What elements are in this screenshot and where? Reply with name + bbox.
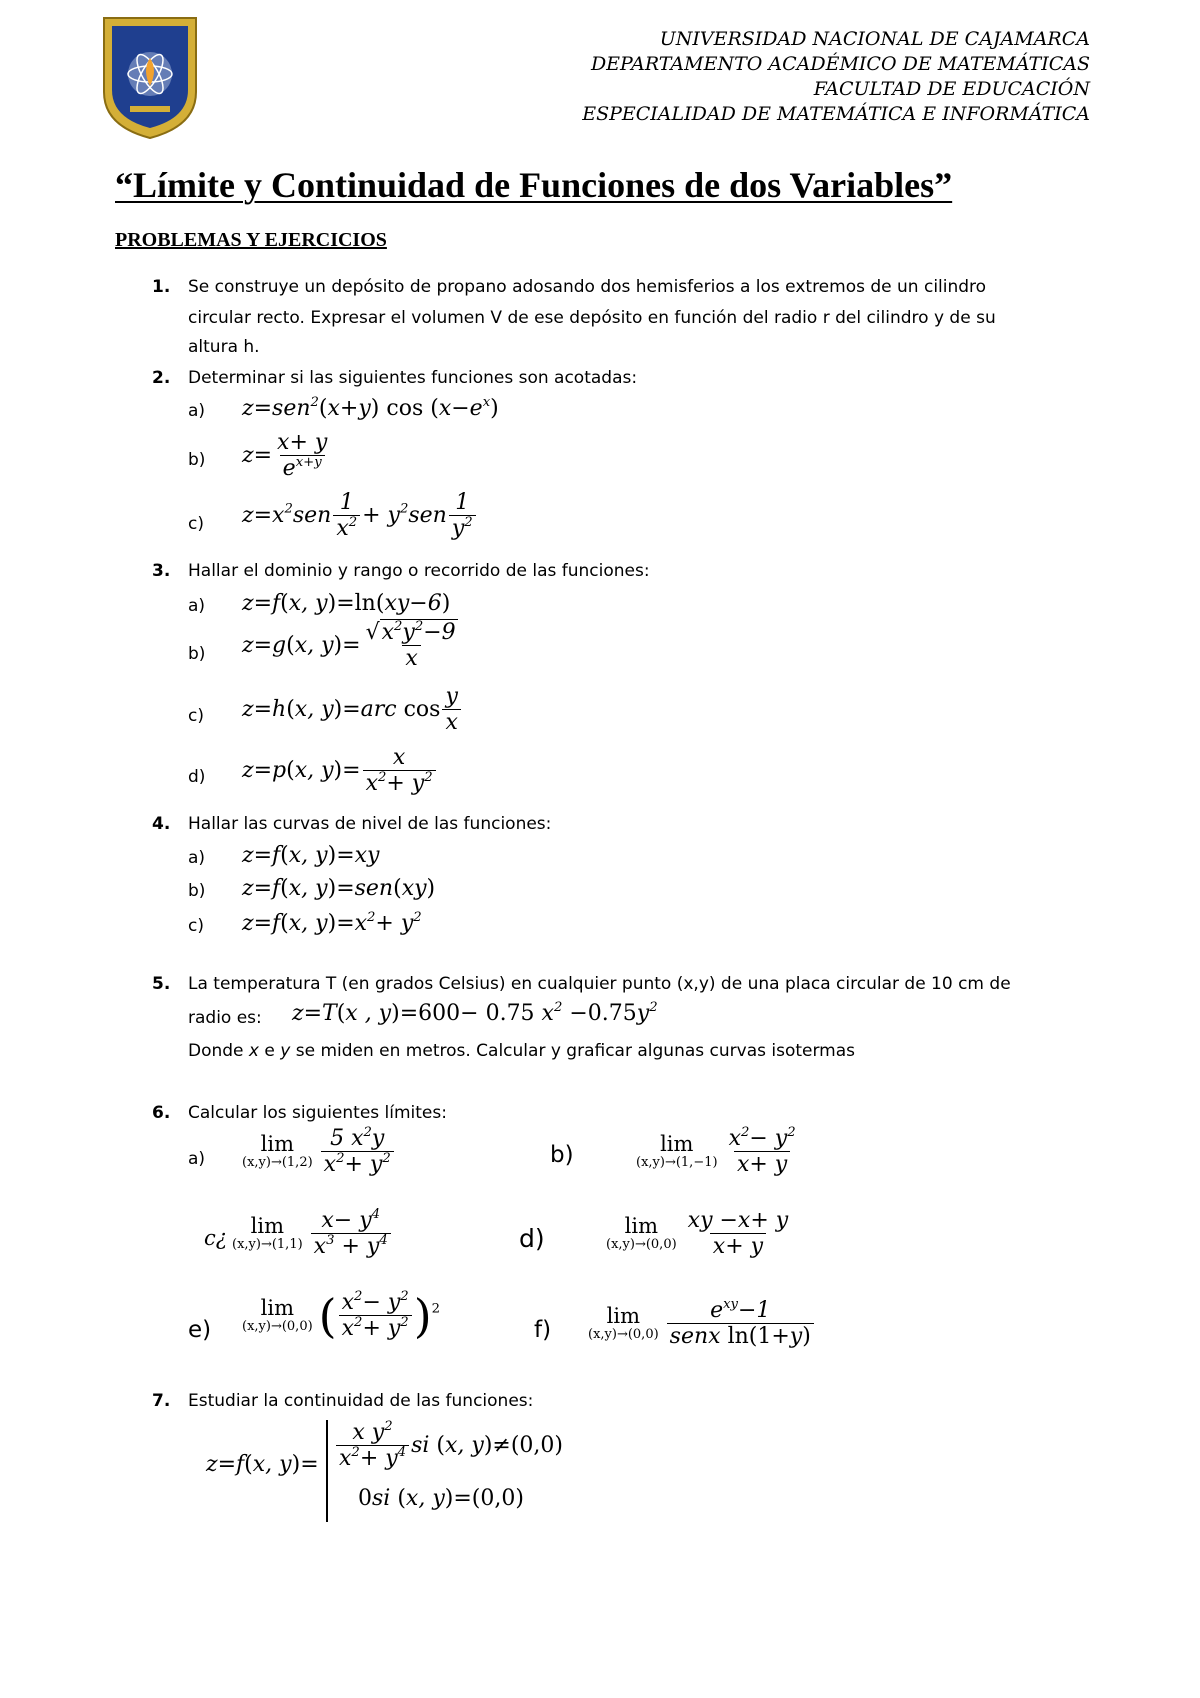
university-seal-logo xyxy=(100,14,200,142)
problem-6b-label: b) xyxy=(550,1142,574,1168)
formula-6a: lim (x,y)→(1,2) $\frac{5 x^2y}{x^2+ y^2}$ xyxy=(242,1126,396,1178)
problem-2-text: Determinar si las siguientes funciones son acotadas: xyxy=(188,368,638,388)
problem-6-number: 6. xyxy=(152,1103,171,1123)
formula-6d: lim (x,y)→(0,0) $\frac{xy -x+ y}{x+ y}$ xyxy=(606,1208,789,1260)
problem-4c-label: c) xyxy=(188,916,204,936)
problem-1-text-line2: circular recto. Expresar el volumen V de ese depósito en función del radio r del cilindro y de su xyxy=(188,308,996,328)
problem-3-number: 3. xyxy=(152,561,171,581)
page-title: “Límite y Continuidad de Funciones de dos Variables” xyxy=(115,165,953,205)
header-university: UNIVERSIDAD NACIONAL DE CAJAMARCA xyxy=(659,28,1090,50)
problem-4-number: 4. xyxy=(152,814,171,834)
problem-6a-label: a) xyxy=(188,1149,206,1169)
problem-2c-label: c) xyxy=(188,514,204,534)
formula-6f: lim (x,y)→(0,0) $\frac{e^{xy}-1}{\text{senx ln(1+y)}}$ xyxy=(588,1298,816,1350)
formula-5: z=T(x , y)=600− 0.75 $x^2 -0.75y^2$ xyxy=(292,999,658,1026)
formula-6e: lim (x,y)→(0,0) ( $\frac{x^2- y^2}{x^2+ y^2}$ )$^2$ xyxy=(242,1288,441,1343)
problem-7-number: 7. xyxy=(152,1391,171,1411)
problem-6e-label: e) xyxy=(188,1317,212,1343)
formula-2c: $z=x^2sen$ $\frac{1}{x^2}$ + $y^2sen$ $\frac{1}{y^2}$ xyxy=(242,490,478,542)
problem-1-text-line1: Se construye un depósito de propano adosando dos hemisferios a los extremos de un cilindro xyxy=(188,277,987,297)
formula-6b: lim (x,y)→(1,−1) $\frac{x^2- y^2}{x+ y}$ xyxy=(636,1124,796,1178)
problem-6d-label: d) xyxy=(519,1224,545,1253)
formula-3c: z=h(x, y)=arc cos $\frac{y}{x}$ xyxy=(242,684,463,736)
header-department: DEPARTAMENTO ACADÉMICO DE MATEMÁTICAS xyxy=(590,53,1090,75)
formula-3b: z=g(x, y)= $\frac{√x^2y^2-9}{x}$ xyxy=(242,618,456,672)
problem-3c-label: c) xyxy=(188,706,204,726)
formula-7-lhs: z=f(x, y)= xyxy=(206,1452,319,1477)
problem-4a-label: a) xyxy=(188,848,206,868)
problem-6c-label: c¿ xyxy=(204,1226,228,1250)
problem-2-number: 2. xyxy=(152,368,171,388)
header-faculty: FACULTAD DE EDUCACIÓN xyxy=(813,78,1090,100)
problem-4b-label: b) xyxy=(188,881,206,901)
problem-1-text-line3: altura h. xyxy=(188,337,260,357)
section-heading: PROBLEMAS Y EJERCICIOS xyxy=(115,229,387,251)
formula-4b: z=f(x, y)=sen(xy) xyxy=(242,876,436,901)
problem-6f-label: f) xyxy=(534,1317,552,1343)
formula-3d: z=p(x, y)= $\frac{x}{x^2+ y^2}$ xyxy=(242,745,438,797)
problem-3b-label: b) xyxy=(188,644,206,664)
problem-4-text: Hallar las curvas de nivel de las funciones: xyxy=(188,814,552,834)
formula-7-case2: 0si (x, y)=(0,0) xyxy=(358,1486,524,1511)
header-specialty: ESPECIALIDAD DE MATEMÁTICA E INFORMÁTICA xyxy=(582,103,1090,125)
formula-2b: z= $\frac{x+ y}{e^{x+y}}$ xyxy=(242,430,328,482)
formula-4c: z=f(x, $y)=x^2+ y^2$ xyxy=(242,909,422,936)
problem-5-text-line2: radio es: xyxy=(188,1008,262,1028)
problem-5-number: 5. xyxy=(152,974,171,994)
problem-2b-label: b) xyxy=(188,450,206,470)
problem-5-text-line3: Donde x e y se miden en metros. Calcular y graficar algunas curvas isotermas xyxy=(188,1041,855,1061)
formula-6c: lim (x,y)→(1,1) $\frac{x- y^4}{x^3 + y^4}$ xyxy=(232,1208,393,1260)
problem-1-number: 1. xyxy=(152,277,171,297)
piecewise-brace xyxy=(326,1420,328,1522)
formula-4a: z=f(x, y)=xy xyxy=(242,843,380,868)
formula-2a: z=sen$^2$(x+y) $\cos (x-e^x)$ xyxy=(242,394,499,421)
formula-3a: z=f(x, y)=ln(xy−6) xyxy=(242,591,451,616)
problem-3d-label: d) xyxy=(188,767,206,787)
problem-2a-label: a) xyxy=(188,401,206,421)
problem-3-text: Hallar el dominio y rango o recorrido de las funciones: xyxy=(188,561,650,581)
problem-3a-label: a) xyxy=(188,596,206,616)
problem-6-text: Calcular los siguientes límites: xyxy=(188,1103,447,1123)
problem-7-text: Estudiar la continuidad de las funciones: xyxy=(188,1391,534,1411)
problem-5-text-line1: La temperatura T (en grados Celsius) en cualquier punto (x,y) de una placa circular de 10 cm de xyxy=(188,974,1011,994)
formula-7-case1: $\frac{x y^2}{x^2+ y^4}$ si (x, y)≠(0,0) xyxy=(334,1420,563,1472)
